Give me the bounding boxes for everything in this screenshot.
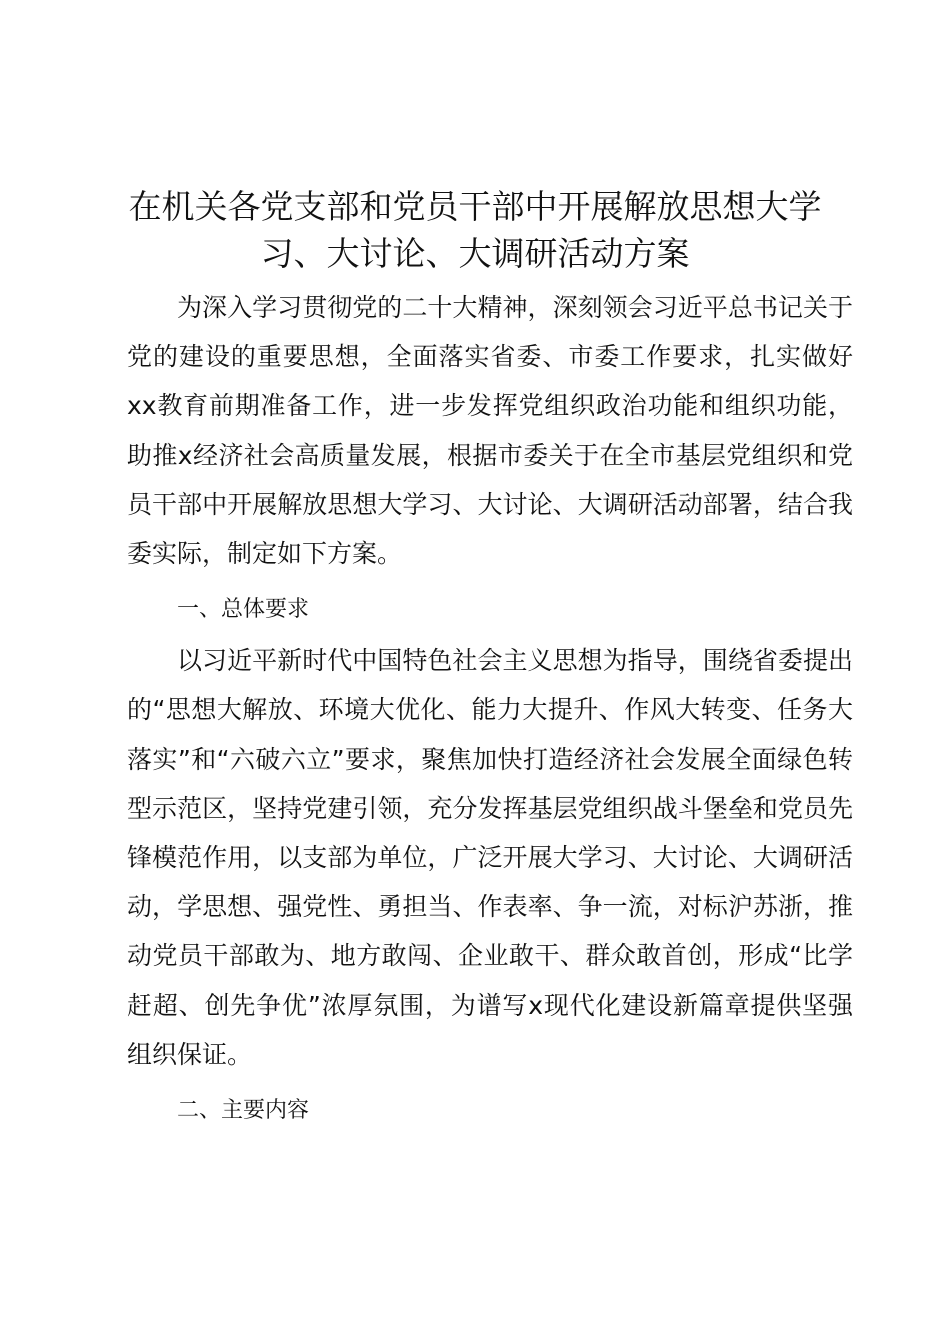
general-requirements-paragraph: 以习近平新时代中国特色社会主义思想为指导，围绕省委提出的“思想大解放、环境大优化、能力大提升、作风大转变、任务大落实”和“六破六立”要求，聚焦加快打造经济社会发展全面绿色转型示范区，坚持党建引领，充分发挥基层党组织战斗堡垒和党员先锋模范作用，以支部为单位，广泛开展大学习、大讨论、大调研活动，学思想、强党性、勇担当、作表率、争一流，对标沪苏浙，推动党员干部敢为、地方敢闯、企业敢干、群众敢首创，形成“比学赶超、创先争优”浓厚氛围，为谱写x现代化建设新篇章提供坚强组织保证。: [127, 646, 853, 1069]
section-heading-general-requirements: 一、总体要求: [177, 597, 310, 623]
intro-paragraph: 为深入学习贯彻党的二十大精神，深刻领会习近平总书记关于党的建设的重要思想，全面落实省委、市委工作要求，扎实做好xx教育前期准备工作，进一步发挥党组织政治功能和组织功能，助推x经济社会高质量发展，根据市委关于在全市基层党组织和党员干部中开展解放思想大学习、大讨论、大调研活动部署，结合我委实际，制定如下方案。: [127, 293, 853, 569]
spacer: [127, 1079, 853, 1086]
document-body: [127, 283, 853, 1135]
document-title: 在机关各党支部和党员干部中开展解放思想大学习、大讨论、大调研活动方案: [128, 187, 822, 273]
spacer: [127, 578, 853, 585]
section-heading-main-content: 二、主要内容: [177, 1098, 310, 1124]
